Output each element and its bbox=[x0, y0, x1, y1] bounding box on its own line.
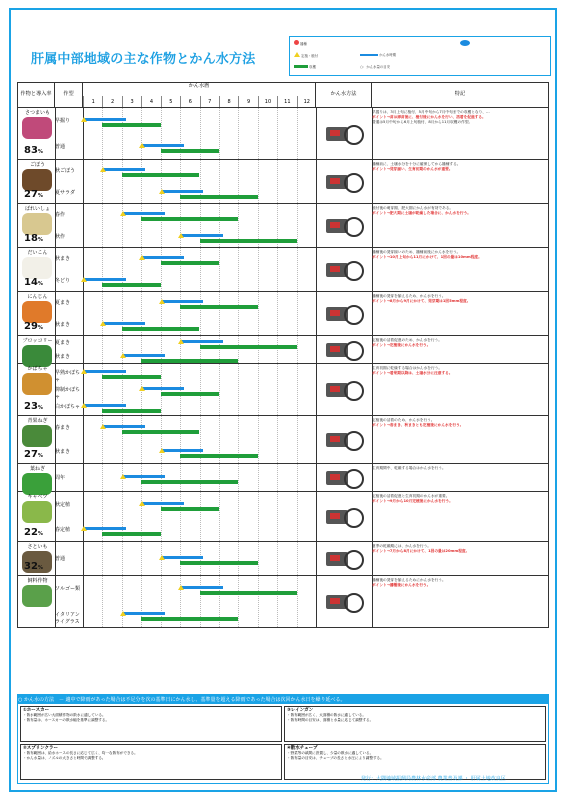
crop-image bbox=[22, 585, 52, 607]
crop-image bbox=[22, 169, 52, 191]
method-image bbox=[316, 504, 368, 530]
document-page bbox=[9, 8, 557, 792]
harvest-bar bbox=[200, 591, 297, 595]
harvest-bar bbox=[102, 375, 160, 379]
month-1: 1 bbox=[83, 96, 102, 107]
crop-row bbox=[17, 492, 549, 542]
planting-mark bbox=[139, 501, 145, 506]
watering-bar bbox=[83, 118, 126, 121]
watering-bar bbox=[122, 612, 165, 615]
crop-name: キャベツ bbox=[27, 494, 48, 500]
crop-notes bbox=[372, 418, 548, 462]
method-image bbox=[316, 377, 368, 403]
note-line: ポイント→9月から10月定植後にかん水を行う。 bbox=[372, 499, 453, 504]
variety-label: 秋まき bbox=[55, 354, 71, 360]
month-6: 6 bbox=[180, 96, 199, 107]
crop-name: ばれいしょ bbox=[24, 206, 50, 212]
footer-bar: ○ かん水の方法 － 適中で降雨があった場合は不足分を次の基準日にかん水し、基準量を超える降雨であった場合は次回かん水日を繰り延べる。 bbox=[18, 695, 548, 704]
adoption-rate: 27% bbox=[24, 189, 43, 200]
month-5: 5 bbox=[161, 96, 180, 107]
crop-notes bbox=[372, 294, 548, 334]
note-line: ポイント→播種後にかん水を行う。 bbox=[372, 583, 431, 588]
month-8: 8 bbox=[219, 96, 238, 107]
crop-name: 飼料作物 bbox=[27, 578, 48, 584]
harvest-bar bbox=[141, 617, 238, 621]
watering-bar bbox=[83, 370, 126, 373]
method-box-tube: ④散水チューブ ・野菜等の畝間に設置し、少量の散水に適している。 ・散布量の目安は、チューブの長さと水圧により調整する。 bbox=[284, 744, 546, 780]
watering-bar bbox=[180, 234, 223, 237]
watering-bar bbox=[161, 449, 204, 452]
legend-item-harvest: 収穫 bbox=[294, 64, 316, 69]
crop-name: さといも bbox=[27, 544, 48, 550]
crop-name: 葉ねぎ bbox=[29, 466, 45, 472]
month-3: 3 bbox=[122, 96, 141, 107]
harvest-bar bbox=[161, 149, 219, 153]
note-line: ポイント→肥大期に土壌が乾燥した場合に、かん水を行う。 bbox=[372, 211, 471, 216]
variety-label: 夏まき bbox=[55, 340, 71, 346]
planting-mark bbox=[100, 321, 106, 326]
watering-bar bbox=[122, 212, 165, 215]
note-line: ポイント→春まき、秋まきとも定植後にかん水を行う。 bbox=[372, 423, 464, 428]
planting-mark bbox=[120, 474, 126, 479]
note-line: 播種後の発芽揃いのため、播種前後にかん水を行う。 bbox=[372, 250, 461, 254]
variety-label: 秋まき bbox=[55, 449, 71, 455]
month-12: 12 bbox=[297, 96, 316, 107]
harvest-bar bbox=[161, 261, 219, 265]
method-box-sprinkler: ②スプリンクラー ・散布範囲は、給水ホースの長さに応じて広く、均一な散布ができる。 ・かん水量は、ノズルの大きさと時間で調整する。 bbox=[20, 744, 282, 780]
col-crop: 作物と導入率 bbox=[18, 83, 55, 107]
watering-bar bbox=[161, 556, 204, 559]
col-calendar: かん水暦 bbox=[83, 83, 316, 107]
variety-label: 普通 bbox=[55, 556, 66, 562]
table-header bbox=[17, 82, 549, 108]
planting-mark bbox=[81, 526, 87, 531]
crop-image bbox=[22, 373, 52, 395]
crop-image bbox=[22, 213, 52, 235]
harvest-bar bbox=[200, 345, 297, 349]
note-line: 定植後の活着促進のため、かん水を行う。 bbox=[372, 338, 442, 342]
variety-label: 夏まき bbox=[55, 300, 71, 306]
note-line: 播種後の発芽を揃えるためにかん水を行う。 bbox=[372, 578, 446, 582]
legend-item-sowing: 播種 bbox=[294, 40, 307, 46]
watering-bar bbox=[180, 340, 223, 343]
method-image bbox=[316, 546, 368, 572]
method-image bbox=[316, 589, 368, 615]
planting-mark bbox=[159, 189, 165, 194]
planting-mark bbox=[81, 403, 87, 408]
harvest-bar bbox=[102, 123, 160, 127]
crop-name: にんじん bbox=[27, 294, 48, 300]
page-title: 肝属中部地域の主な作物とかん水方法 bbox=[31, 52, 256, 67]
harvest-bar bbox=[102, 409, 160, 413]
note-line: 生育期間中、乾燥する場合はかん水を行う。 bbox=[372, 466, 446, 470]
variety-label: 春作 bbox=[55, 212, 66, 218]
crop-row bbox=[17, 204, 549, 248]
method-image bbox=[316, 121, 368, 147]
col-variety: 作型 bbox=[55, 83, 83, 107]
harvest-bar bbox=[141, 480, 238, 484]
month-7: 7 bbox=[200, 96, 219, 107]
adoption-rate: 29% bbox=[24, 321, 43, 332]
note-line: ポイント→着果期以降は、土壌水分に注意する。 bbox=[372, 371, 453, 376]
note-line: 定植後の活着のため、かん水を行う。 bbox=[372, 418, 435, 422]
adoption-rate: 27% bbox=[24, 449, 43, 460]
variety-label: 早掘り bbox=[55, 118, 71, 124]
note-line: 播種前に、土壌水分を十分に確保してから播種する。 bbox=[372, 162, 461, 166]
crop-notes bbox=[372, 162, 548, 202]
variety-label: 普通 bbox=[55, 144, 66, 150]
crop-image bbox=[22, 501, 52, 523]
watering-bar bbox=[122, 354, 165, 357]
planting-mark bbox=[159, 299, 165, 304]
crop-name: かぼちゃ bbox=[27, 366, 48, 372]
method-image bbox=[316, 301, 368, 327]
note-line: ポイント→7月から8月にかけて、1回の量は20mm程度。 bbox=[372, 549, 470, 554]
note-line: ポイント→定植後にかん水を行う。 bbox=[372, 343, 431, 348]
method-image bbox=[316, 257, 368, 283]
crop-notes bbox=[372, 578, 548, 626]
crop-image bbox=[22, 425, 52, 447]
adoption-rate: 23% bbox=[24, 401, 43, 412]
crop-row bbox=[17, 292, 549, 336]
col-notes: 特記 bbox=[454, 91, 466, 98]
crop-image bbox=[22, 257, 52, 279]
publisher: 発行：大隅地域振興局農林水産部 農業普及課 ・ 肝属土地改良区 bbox=[361, 776, 506, 782]
watering-bar bbox=[102, 168, 145, 171]
harvest-bar bbox=[180, 195, 258, 199]
planting-mark bbox=[120, 611, 126, 616]
method-box-raingun: ③レインガン ・散布範囲が広く、大面積の散水に適している。 ・散布時間の目安は、面積と水量に応じて調整する。 bbox=[284, 706, 546, 742]
harvest-bar bbox=[180, 305, 258, 309]
watering-bar bbox=[83, 278, 126, 281]
variety-label: イタリアンライグラス bbox=[55, 612, 80, 625]
crop-row bbox=[17, 108, 549, 160]
variety-label: 周年 bbox=[55, 475, 66, 481]
method-image bbox=[316, 465, 368, 491]
variety-label: 秋まき bbox=[55, 322, 71, 328]
harvest-bar bbox=[161, 507, 219, 511]
harvest-bar bbox=[102, 532, 160, 536]
harvest-bar bbox=[141, 217, 238, 221]
crop-row bbox=[17, 416, 549, 464]
month-10: 10 bbox=[258, 96, 277, 107]
harvest-bar bbox=[141, 359, 238, 363]
watering-bar bbox=[102, 425, 145, 428]
watering-bar bbox=[141, 256, 184, 259]
planting-mark bbox=[81, 117, 87, 122]
planting-mark bbox=[178, 339, 184, 344]
crop-notes bbox=[372, 494, 548, 540]
crop-image bbox=[22, 301, 52, 323]
legend-item-planting: 定植・植付 bbox=[294, 52, 318, 58]
legend-item-amount: ○：かん水量の目安 bbox=[360, 65, 391, 69]
planting-mark bbox=[100, 424, 106, 429]
month-4: 4 bbox=[141, 96, 160, 107]
note-line: 早掘りは、3月上旬に植付、5月中旬から7月中旬までの収穫となり、… bbox=[372, 110, 490, 114]
crop-row bbox=[17, 576, 549, 628]
adoption-rate: 18% bbox=[24, 233, 43, 244]
note-line: 普通は5月中旬から6月上旬植付、8月から11月収穫の作型。 bbox=[372, 120, 473, 125]
legend bbox=[289, 36, 551, 76]
variety-label: 抑制かぼちゃ bbox=[55, 387, 81, 400]
crop-notes bbox=[372, 250, 548, 290]
variety-label: 春まき bbox=[55, 425, 71, 431]
crop-notes bbox=[372, 110, 548, 158]
planting-mark bbox=[159, 555, 165, 560]
planting-mark bbox=[159, 448, 165, 453]
harvest-bar bbox=[122, 327, 200, 331]
month-2: 2 bbox=[102, 96, 121, 107]
crop-notes bbox=[372, 366, 548, 414]
harvest-bar bbox=[180, 454, 258, 458]
crop-name: ブロッコリー bbox=[22, 338, 53, 344]
crop-notes bbox=[372, 338, 548, 362]
note-line: ポイント→10月上旬から11月にかけて、1回の量は10mm程度。 bbox=[372, 255, 482, 260]
adoption-rate: 14% bbox=[24, 277, 43, 288]
watering-bar bbox=[141, 387, 184, 390]
note-line: 夏季の乾燥期には、かん水を行う。 bbox=[372, 544, 431, 548]
header bbox=[11, 10, 555, 78]
variety-label: 秋定植 bbox=[55, 501, 71, 508]
planting-mark bbox=[139, 255, 145, 260]
watering-bar bbox=[83, 527, 126, 530]
crop-notes bbox=[372, 206, 548, 246]
crop-name: だいこん bbox=[27, 250, 48, 256]
method-image bbox=[316, 169, 368, 195]
watering-bar bbox=[122, 475, 165, 478]
variety-label: 夏サラダ bbox=[55, 190, 75, 196]
month-11: 11 bbox=[277, 96, 296, 107]
watering-bar bbox=[180, 586, 223, 589]
harvest-bar bbox=[102, 283, 160, 287]
crop-row bbox=[17, 248, 549, 292]
note-line: ポイント→8月から9月にかけて、発芽期は1回5mm程度。 bbox=[372, 299, 471, 304]
planting-mark bbox=[139, 143, 145, 148]
planting-mark bbox=[81, 369, 87, 374]
watering-bar bbox=[161, 300, 204, 303]
harvest-bar bbox=[161, 392, 219, 396]
note-line: 定植後の活着促進と生育初期のかん水が重要。 bbox=[372, 494, 450, 498]
crop-row bbox=[17, 160, 549, 204]
variety-label: 春定植 bbox=[55, 526, 71, 533]
harvest-bar bbox=[200, 239, 297, 243]
crop-row bbox=[17, 542, 549, 576]
crop-name: さつまいも bbox=[24, 110, 50, 116]
crop-name: ごぼう bbox=[29, 162, 45, 168]
footer-methods bbox=[17, 694, 549, 784]
watering-bar bbox=[161, 190, 204, 193]
method-image bbox=[316, 427, 368, 453]
planting-mark bbox=[139, 386, 145, 391]
method-image bbox=[316, 213, 368, 239]
planting-mark bbox=[178, 233, 184, 238]
crop-row bbox=[17, 364, 549, 416]
crop-name: 青果ねぎ bbox=[27, 418, 48, 424]
variety-label: 秋作 bbox=[55, 234, 66, 240]
variety-label: 早熟かぼちゃ bbox=[55, 369, 81, 383]
variety-label: 秋ごぼう bbox=[55, 168, 76, 174]
variety-label: 白かぼちゃ bbox=[55, 404, 81, 411]
crop-row bbox=[17, 336, 549, 364]
variety-label: 冬どり bbox=[55, 278, 71, 284]
planting-mark bbox=[178, 585, 184, 590]
adoption-rate: 32% bbox=[24, 561, 43, 572]
crop-row bbox=[17, 464, 549, 492]
watering-bar bbox=[141, 502, 184, 505]
crop-notes bbox=[372, 466, 548, 490]
col-method: かん水方法 bbox=[316, 83, 372, 107]
watering-bar bbox=[102, 322, 145, 325]
planting-mark bbox=[81, 277, 87, 282]
note-line: ポイント→発芽揃い、生育初期のかん水が重要。 bbox=[372, 167, 453, 172]
harvest-bar bbox=[122, 430, 200, 434]
method-image bbox=[316, 337, 368, 363]
variety-label: 秋まき bbox=[55, 256, 71, 262]
note-line: 植付後の萌芽期、肥大期にかん水が有効である。 bbox=[372, 206, 454, 210]
harvest-bar bbox=[180, 561, 258, 565]
crop-image bbox=[22, 117, 52, 139]
harvest-bar bbox=[122, 173, 200, 177]
note-line: 生育初期に乾燥する場合はかん水を行う。 bbox=[372, 366, 443, 370]
method-box-hosecar: ①ホースカー ・散水範囲が広い大面積作物の散水に適している。 ・散布量は、ホースカーの散水幅を基準に調整する。 bbox=[20, 706, 282, 742]
note-line: 播種後の発芽を揃えるため、かん水を行う。 bbox=[372, 294, 446, 298]
legend-item-watering: かん水時期 bbox=[360, 52, 396, 57]
watering-bar bbox=[141, 144, 184, 147]
note-line: ポイント→苗は挿苗後に、植付後にかん水を行い、活着を促進する。 bbox=[372, 115, 486, 120]
planting-mark bbox=[120, 353, 126, 358]
variety-label: ソルゴー類 bbox=[55, 586, 81, 592]
planting-mark bbox=[100, 167, 106, 172]
adoption-rate: 22% bbox=[24, 527, 43, 538]
month-9: 9 bbox=[238, 96, 257, 107]
planting-mark bbox=[120, 211, 126, 216]
legend-item-extra bbox=[460, 40, 470, 47]
crop-notes bbox=[372, 544, 548, 574]
watering-bar bbox=[83, 404, 126, 407]
adoption-rate: 83% bbox=[24, 145, 43, 156]
